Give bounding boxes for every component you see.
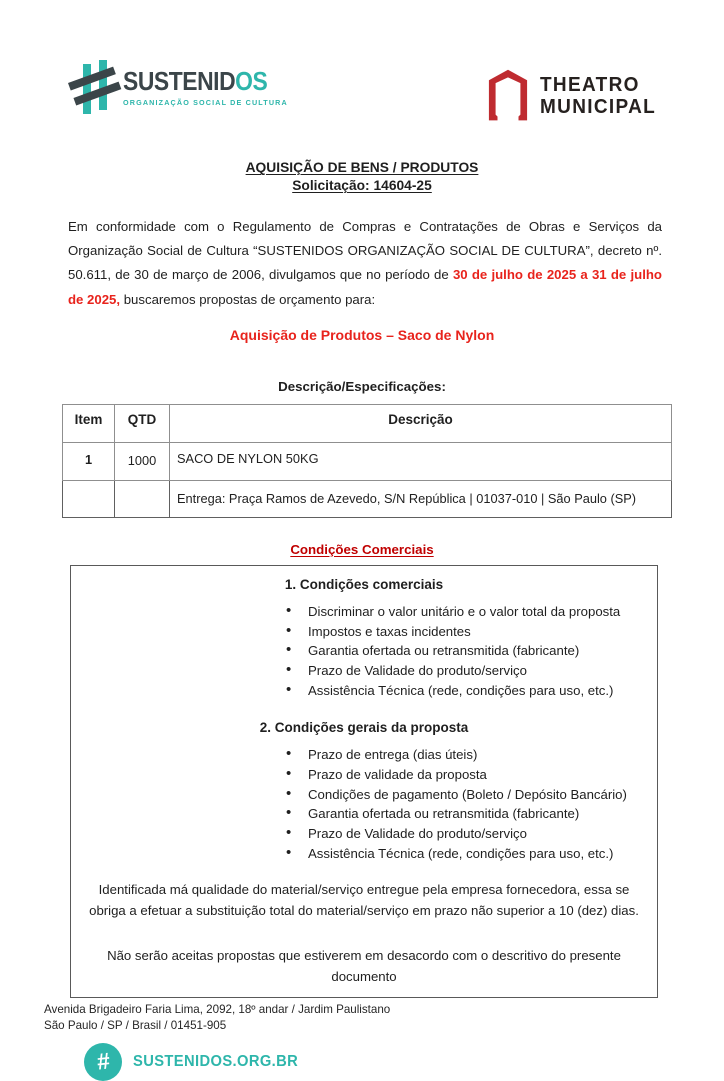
col-header-item: Item: [63, 404, 115, 442]
footer-address: [44, 1002, 724, 1034]
spec-heading: Descrição/Especificações:: [278, 378, 446, 394]
intro-date-range: 30 de julho de 2025 a 31 de julho de 2025,: [68, 267, 662, 307]
sustenidos-logo: [78, 58, 288, 116]
footer-address-line2: São Paulo / SP / Brasil / 01451-905: [44, 1018, 227, 1032]
item-description-cell: SACO DE NYLON 50KG: [170, 442, 672, 480]
product-heading: Aquisição de Produtos – Saco de Nylon: [229, 326, 495, 343]
delivery-qty-cell: [115, 480, 170, 517]
hash-icon: [78, 58, 114, 116]
theatro-wordmark-line2: MUNICIPAL: [539, 95, 656, 118]
conditions-section1-list: [284, 602, 657, 701]
col-header-descricao: Descrição: [170, 404, 672, 442]
condition-item: • Prazo de entrega (dias úteis): [284, 745, 657, 765]
quality-note: Identificada má qualidade do material/serviço entregue pela empresa fornecedora, essa se obriga a efetuar a substituição total do material/serviço em prazo não superior a 10 (dez) dias.: [89, 881, 639, 918]
condition-item: • Discriminar o valor unitário e o valor total da proposta: [284, 602, 657, 622]
condition-item: • Prazo de Validade do produto/serviço: [284, 661, 657, 681]
item-qty-cell: 1000: [115, 442, 170, 480]
rejection-note: Não serão aceitas propostas que estiverem em desacordo com o descritivo do presente documento: [107, 947, 621, 984]
footer-website: SUSTENIDOS.ORG.BR: [133, 1052, 299, 1070]
sustenidos-wordmark-dark: SUSTENID: [123, 65, 236, 96]
sustenidos-wordmark: [123, 65, 268, 96]
conditions-heading: Condições Comerciais: [290, 541, 434, 557]
col-header-qtd: QTD: [115, 404, 170, 442]
condition-item: • Prazo de validade da proposta: [284, 765, 657, 785]
theatro-arch-icon: [487, 68, 529, 123]
item-number-cell: 1: [63, 442, 115, 480]
sustenidos-wordmark-accent: OS: [235, 65, 268, 96]
hash-glyph: #: [95, 1047, 111, 1075]
intro-paragraph: [68, 215, 662, 312]
condition-item: • Assistência Técnica (rede, condições para uso, etc.): [284, 844, 657, 864]
table-header-row: [63, 404, 672, 442]
document-title: [0, 159, 724, 195]
theatro-wordmark-line1: THEATRO: [539, 73, 640, 96]
conditions-section2-title: 2. Condições gerais da proposta: [259, 720, 469, 736]
condition-item: • Assistência Técnica (rede, condições para uso, etc.): [284, 681, 657, 701]
table-row: [63, 442, 672, 480]
condition-item: • Prazo de Validade do produto/serviço: [284, 824, 657, 844]
conditions-section2-list: [284, 745, 657, 863]
document-title-line2: Solicitação: 14604-25: [292, 178, 432, 193]
page-header: [0, 0, 724, 123]
sustenidos-logo-text: [123, 65, 288, 107]
conditions-box: [70, 565, 658, 998]
condition-item: • Garantia ofertada ou retransmitida (fabricante): [284, 804, 657, 824]
delivery-address-cell: Entrega: Praça Ramos de Azevedo, S/N República | 01037-010 | São Paulo (SP): [170, 480, 672, 517]
condition-item: • Garantia ofertada ou retransmitida (fabricante): [284, 641, 657, 661]
intro-text-start: Em conformidade com o Regulamento de Compras e Contratações de Obras e Serviços da Organização Social de Cultura “SUSTENIDOS ORGANIZAÇÃO SOCIAL DE CULTURA”, decreto nº. 50.611, de 30 de março de 2006, divulgamos que no período de: [68, 219, 662, 283]
condition-item: • Impostos e taxas incidentes: [284, 622, 657, 642]
conditions-section1-title: 1. Condições comerciais: [284, 576, 444, 592]
footer-address-line1: Avenida Brigadeiro Faria Lima, 2092, 18º andar / Jardim Paulistano: [44, 1002, 391, 1016]
document-title-line1: AQUISIÇÃO DE BENS / PRODUTOS: [245, 160, 479, 175]
hash-circle-icon: [84, 1043, 122, 1081]
table-row-delivery: [63, 480, 672, 517]
intro-text-end: buscaremos propostas de orçamento para:: [120, 291, 376, 307]
sustenidos-tagline: ORGANIZAÇÃO SOCIAL DE CULTURA: [123, 97, 288, 107]
theatro-wordmark: [540, 74, 656, 118]
items-table: [62, 404, 672, 518]
footer-brand: [84, 1043, 724, 1081]
delivery-item-cell: [63, 480, 115, 517]
condition-item: • Condições de pagamento (Boleto / Depósito Bancário): [284, 785, 657, 805]
theatro-municipal-logo: [487, 68, 662, 123]
